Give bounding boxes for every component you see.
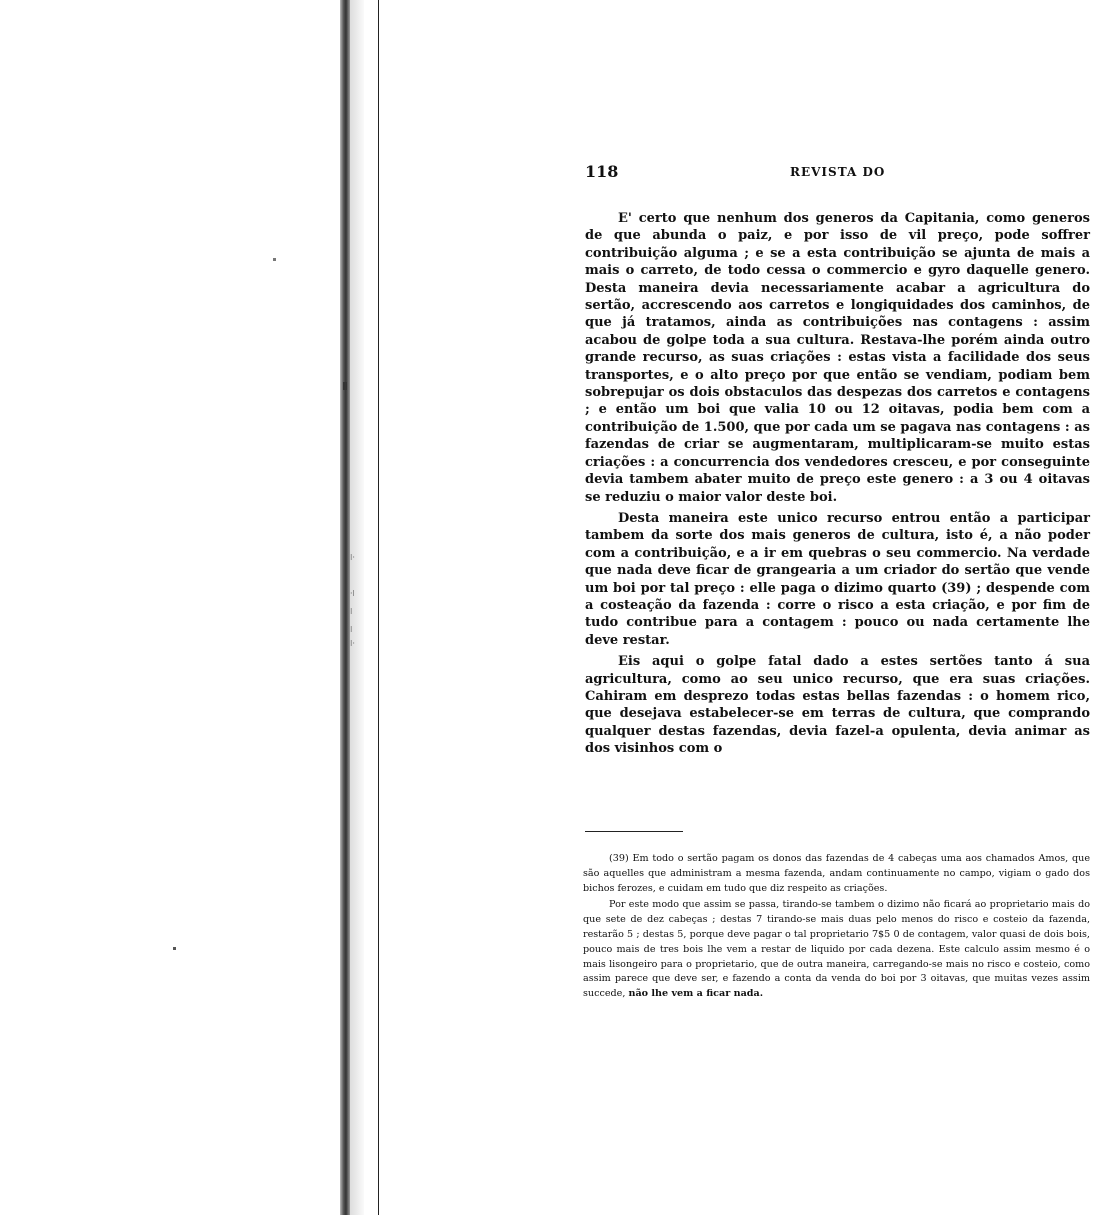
footnote-39: (39) Em todo o sertão pagam os donos das fazendas de 4 cabeças uma aos chamados Amos, que são aquelles que administram a mesma fazenda, andam continuamente no campo, vigiam o gado dos bichos ferozes, e cuidam em tudo que diz respeito as criações. bbox=[583, 853, 1090, 894]
running-head: REVISTA DO bbox=[790, 165, 886, 179]
bleed-through-marks: ·ǀ bbox=[350, 589, 355, 598]
page-number: 118 bbox=[585, 162, 619, 181]
bleed-through-marks: ǀ bbox=[350, 607, 353, 616]
paragraph-3: Eis aqui o golpe fatal dado a estes sertões tanto á sua agricultura, como ao seu unico recurso, que era suas criações. Cahiram em desprezo todas estas bellas fazendas : o homem rico, que desejava estabelecer-se em terras de cultura, que comprando qualquer destas fazendas, devia fazel-a opulenta, devia animar as dos visinhos com o bbox=[585, 654, 1090, 757]
ink-speck bbox=[343, 382, 347, 390]
book-gutter bbox=[340, 0, 353, 1215]
footnote-39-continuation bbox=[583, 898, 1090, 1002]
bleed-through-marks: ǀ bbox=[350, 625, 353, 634]
bleed-through-marks: ǀ· bbox=[350, 639, 355, 648]
page-edge-line bbox=[378, 0, 379, 1215]
left-blank-page bbox=[0, 0, 340, 1215]
bleed-through-marks: ǀ· bbox=[350, 553, 355, 562]
ink-speck bbox=[173, 947, 176, 950]
paragraph-1: E' certo que nenhum dos generos da Capitania, como generos de que abunda o paiz, e por isso de vil preço, pode soffrer contribuição alguma ; e se a esta contribuição se ajunta de mais a mais o carreto, de todo cessa o commercio e gyro daquelle genero. Desta maneira devia necessariamente acabar a agricultura do sertão, accrescendo aos carretos e longiquidades dos caminhos, de que já tratamos, ainda as contribuições nas contagens : assim acabou de golpe toda a sua cultura. Restava-lhe porém ainda outro grande recurso, as suas criações : estas vista a facilidade dos seus transportes, e o alto preço por que então se vendiam, podiam bem sobrepujar os dois obstaculos das despezas dos carretos e contagens ; e então um boi que valia 10 ou 12 oitavas, podia bem com a contribuição de 1.500, que por cada um se pagava nas contagens : as fazendas de criar se augmentaram, multiplicaram-se muito estas criações : a concurrencia dos vendedores cresceu, e por conseguinte devia tambem abater muito de preço este genero : a 3 ou 4 oitavas se reduziu o maior valor deste boi. bbox=[585, 211, 1090, 505]
paragraph-2: Desta maneira este unico recurso entrou então a participar tambem da sorte dos mais generos de cultura, isto é, a não poder com a contribuição, e a ir em quebras o seu commercio. Na verdade que nada deve ficar de grangearia a um criador do sertão que vende um boi por tal preço : elle paga o dizimo quarto (39) ; despende com a costeação da fazenda : corre o risco a esta criação, e por fim de tudo contribue para a contagem : pouco ou nada certamente lhe deve restar. bbox=[585, 510, 1090, 648]
page-header bbox=[585, 162, 1090, 184]
footnote-39-end: não lhe vem a ficar nada. bbox=[628, 988, 764, 1000]
footnotes bbox=[583, 852, 1090, 1004]
footnote-rule bbox=[585, 831, 683, 832]
footnote-39-body: Por este modo que assim se passa, tirando-se tambem o dizimo não ficará ao proprietario mais do que sete de dez cabeças ; destas 7 tirando-se mais duas pelo menos do risco e costeio da fazenda, restarão 5 ; destas 5, porque deve pagar o tal proprietario 7$5 0 de contagem, valor quasi de dois bois, pouco mais de tres bois lhe vem a restar de liquido por cada dezena. Este calculo assim mesmo é o mais lisongeiro para o proprietario, que de outra maneira, carregando-se mais no risco e costeio, como assim parece que deve ser, e fazendo a conta da venda do boi por 3 oitavas, que muitas vezes assim succede, bbox=[583, 899, 1090, 1000]
main-text bbox=[585, 210, 1090, 762]
ink-speck bbox=[273, 258, 276, 261]
